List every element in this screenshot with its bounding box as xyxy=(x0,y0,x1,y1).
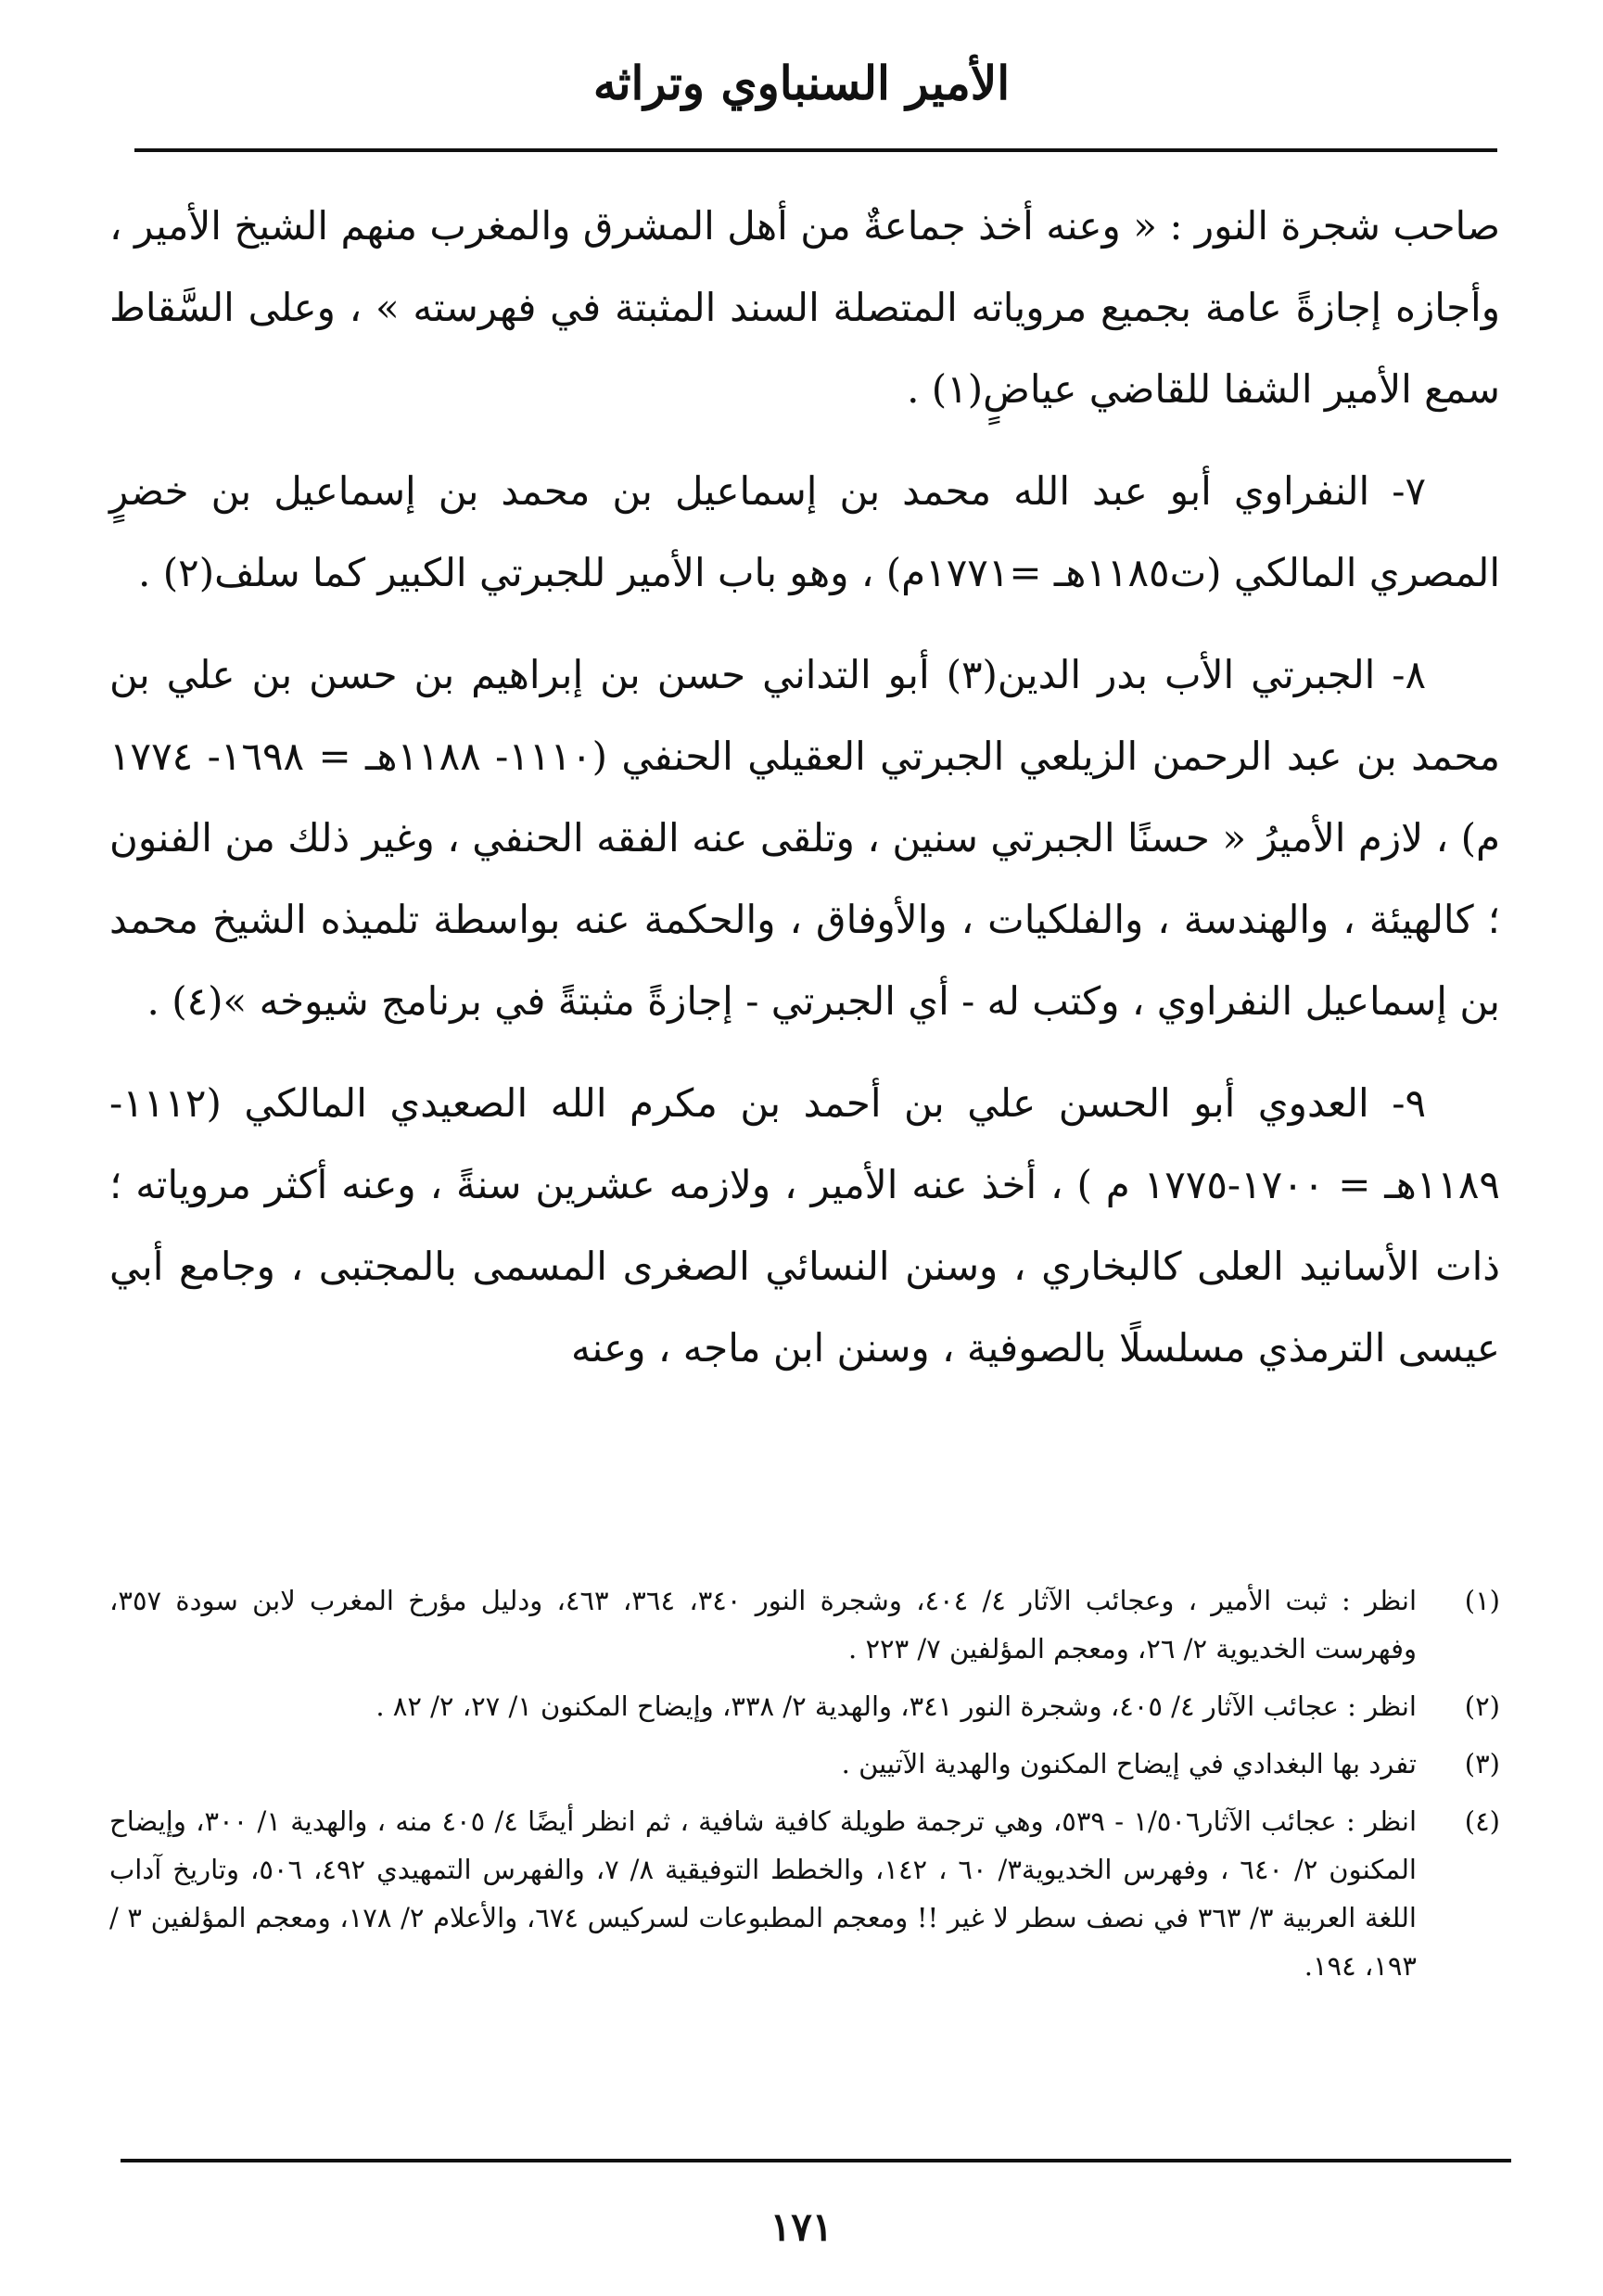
paragraph: ٨- الجبرتي الأب بدر الدين(٣) أبو التداني حسن بن إبراهيم بن حسن بن علي بن محمد بن عبد الرحمن الزيلعي الجبرتي العقيلي الحنفي (١١١٠- ١١٨٨هـ = ١٦٩٨- ١٧٧٤ م) ، لازم الأميرُ « حسنًا الجبرتي سنين ، وتلقى عنه الفقه الحنفي ، وغير ذلك من الفنون ؛ كالهيئة ، والهندسة ، والفلكيات ، والأوفاق ، والحكمة عنه بواسطة تلميذه الشيخ محمد بن إسماعيل النفراوي ، وكتب له - أي الجبرتي - إجازةً مثبتةً في برنامج شيوخه »(٤) . xyxy=(109,652,1501,1024)
footnote xyxy=(109,1740,1500,1788)
header-rule xyxy=(134,148,1497,152)
footnote-text: تفرد بها البغدادي في إيضاح المكنون والهدية الآتيين . xyxy=(841,1748,1417,1779)
main-text xyxy=(109,185,1500,1409)
page-header-title: الأمير السنباوي وتراثه xyxy=(592,56,1011,110)
footnote-number: (٢) xyxy=(1464,1690,1500,1722)
footnote-number: (٤) xyxy=(1464,1805,1500,1837)
paragraph: صاحب شجرة النور : « وعنه أخذ جماعةٌ من أهل المشرق والمغرب منهم الشيخ الأمير ، وأجازه إجازةً عامة بجميع مروياته المتصلة السند المثبتة في فهرسته » ، وعلى السَّقاط سمع الأمير الشفا للقاضي عياضٍ(١) . xyxy=(109,203,1500,412)
footnote xyxy=(109,1682,1500,1730)
footnotes xyxy=(109,1576,1500,1999)
page-number: ١٧١ xyxy=(770,2204,833,2250)
footnote xyxy=(109,1576,1500,1673)
footer-rule xyxy=(121,2159,1511,2162)
footnote-text: انظر : عجائب الآثار ٤/ ٤٠٥، وشجرة النور ٣٤١، والهدية ٢/ ٣٣٨، وإيضاح المكنون ١/ ٢٧، ٢/ ٨٢ . xyxy=(375,1690,1417,1722)
paragraph: ٧- النفراوي أبو عبد الله محمد بن إسماعيل بن محمد بن إسماعيل بن خضرٍ المصري المالكي (ت١١٨٥هـ =١٧٧١م) ، وهو باب الأمير للجبرتي الكبير كما سلف(٢) . xyxy=(109,468,1500,595)
footnote-number: (٣) xyxy=(1464,1748,1500,1779)
footnote-number: (١) xyxy=(1464,1585,1500,1616)
footnote-text: انظر : ثبت الأمير ، وعجائب الآثار ٤/ ٤٠٤، وشجرة النور ٣٤٠، ٣٦٤، ٤٦٣، ودليل مؤرخ المغرب لابن سودة ٣٥٧، وفهرست الخديوية ٢/ ٢٦، ومعجم المؤلفين ٧/ ٢٢٣ . xyxy=(109,1585,1417,1665)
footnote-text: انظر : عجائب الآثار١/٥٠٦ - ٥٣٩، وهي ترجمة طويلة كافية شافية ، ثم انظر أيضًا ٤/ ٤٠٥ منه ، والهدية ١/ ٣٠٠، وإيضاح المكنون ٢/ ٦٤٠ ، وفهرس الخديوية٣/ ٦٠ ، ١٤٢، والخطط التوفيقية ٨/ ٧، والفهرس التمهيدي ٤٩٢، ٥٠٦، وتاريخ آداب اللغة العربية ٣/ ٣٦٣ في نصف سطر لا غير !! ومعجم المطبوعات لسركيس ٦٧٤، والأعلام ٢/ ١٧٨، ومعجم المؤلفين ٣ / ١٩٣، ١٩٤. xyxy=(109,1805,1418,1982)
footnote xyxy=(109,1797,1500,1990)
paragraph: ٩- العدوي أبو الحسن علي بن أحمد بن مكرم الله الصعيدي المالكي (١١١٢- ١١٨٩هـ = ١٧٠٠-١٧٧٥ م ) ، أخذ عنه الأمير ، ولازمه عشرين سنةً ، وعنه أكثر مروياته ؛ ذات الأسانيد العلى كالبخاري ، وسنن النسائي الصغرى المسمى بالمجتبى ، وجامع أبي عيسى الترمذي مسلسلًا بالصوفية ، وسنن ابن ماجه ، وعنه xyxy=(109,1080,1500,1371)
